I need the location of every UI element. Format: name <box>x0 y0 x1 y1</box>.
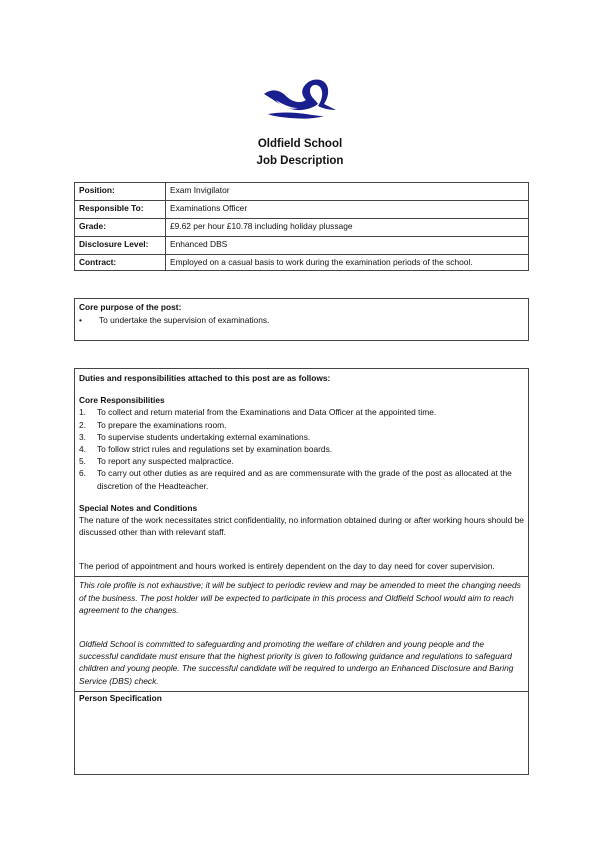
core-responsibilities-heading: Core Responsibilities <box>79 395 165 406</box>
list-item: 6. To carry out other duties as are required and as are commensurate with the grade of the post as allocated at the discretion of the Headteacher. <box>79 468 512 491</box>
disclosure-level-value: Enhanced DBS <box>166 237 529 255</box>
position-value: Exam Invigilator <box>166 183 529 201</box>
table-row <box>75 237 529 255</box>
safeguarding-note: Oldfield School is committed to safeguarding and promoting the welfare of children and young people and the successful candidate must ensure that the highest priority is given to following guidance and regulations to safeguard children and young people. The successful candidate will be required to undergo an Enhanced Disclosure and Baring Service (DBS) check. <box>79 639 514 686</box>
info-table <box>74 182 529 271</box>
duties-box <box>74 368 529 775</box>
contract-label: Contract: <box>75 255 166 271</box>
core-purpose-heading: Core purpose of the post: <box>79 302 182 312</box>
grade-label: Grade: <box>75 219 166 237</box>
list-item: 4. To follow strict rules and regulations set by examination boards. <box>79 443 333 454</box>
special-notes-heading: Special Notes and Conditions <box>79 502 198 513</box>
contract-value: Employed on a casual basis to work during the examination periods of the school. <box>166 255 529 271</box>
swan-logo-icon <box>262 74 338 120</box>
list-item: 3. To supervise students undertaking external examinations. <box>79 431 311 442</box>
disclosure-level-label: Disclosure Level: <box>75 237 166 255</box>
responsibilities-list <box>79 406 524 491</box>
bullet-icon: • <box>79 315 82 326</box>
core-purpose-box <box>74 298 529 341</box>
position-label: Position: <box>75 183 166 201</box>
list-item <box>79 314 524 326</box>
responsible-to-value: Examinations Officer <box>166 201 529 219</box>
list-item: 5. To report any suspected malpractice. <box>79 456 234 467</box>
appointment-text: The period of appointment and hours worked is entirely dependent on the day to day need for cover supervision. <box>79 561 495 572</box>
table-row <box>75 183 529 201</box>
core-purpose-text: To undertake the supervision of examinations. <box>99 315 270 326</box>
table-row <box>75 201 529 219</box>
table-row <box>75 219 529 237</box>
document-title: Job Description <box>256 155 344 167</box>
grade-value: £9.62 per hour £10.78 including holiday plussage <box>166 219 529 237</box>
school-name: Oldfield School <box>257 138 343 150</box>
duties-heading: Duties and responsibilities attached to this post are as follows: <box>79 373 331 383</box>
special-notes-text: The nature of the work necessitates strict confidentiality, no information obtained during or after working hours should be discussed other than with relevant staff. <box>79 514 524 538</box>
person-specification-heading: Person Specification <box>75 691 528 704</box>
list-item: 1. To collect and return material from the Examinations and Data Officer at the appointed time. <box>79 407 437 418</box>
profile-note: This role profile is not exhaustive; it will be subject to periodic review and may be amended to meet the changing needs of the business. The post holder will be expected to participate in this process and Oldfield School would aim to reach agreement to the changes. <box>79 580 521 615</box>
responsible-to-label: Responsible To: <box>75 201 166 219</box>
table-row <box>75 255 529 271</box>
list-item: 2. To prepare the examinations room. <box>79 419 227 430</box>
